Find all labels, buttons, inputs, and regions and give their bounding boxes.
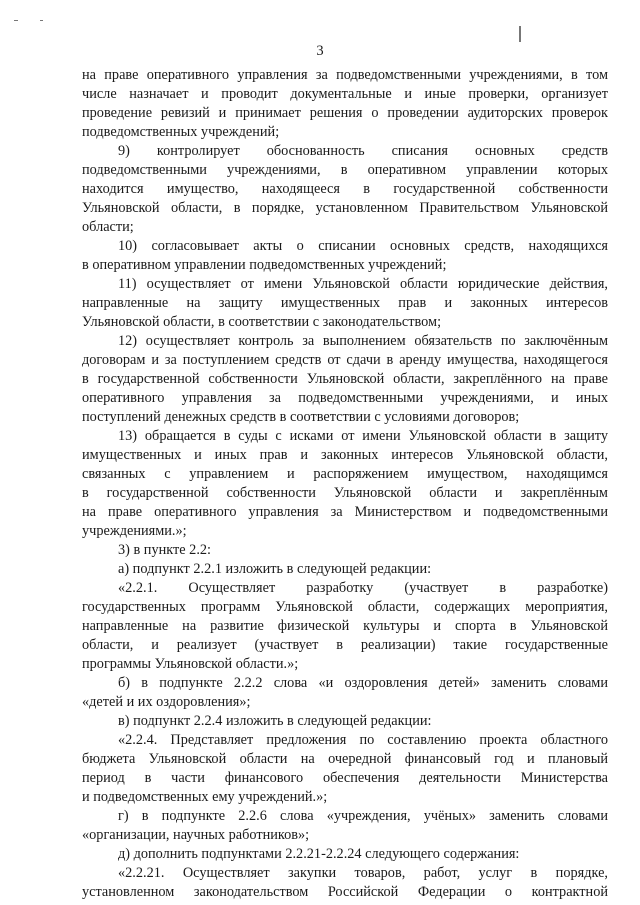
text-line: на праве оперативного управления за подведомственными учреждениями, в том <box>82 67 608 83</box>
text-line: период в части финансового обеспечения деятельности Министерства <box>82 770 608 786</box>
text-line: 9) контролирует обоснованность списания основных средств <box>118 143 608 159</box>
text-line: связанных с управлением и распоряжением имуществом, находящимся <box>82 466 608 482</box>
text-line: «детей и их оздоровления»; <box>82 694 251 710</box>
text-line: поступлений денежных средств в соответствии с условиями договоров; <box>82 409 520 425</box>
text-line: направленные на защиту имущественных прав и законных интересов <box>82 295 608 311</box>
text-line: в государственной собственности Ульяновской области, закреплённого на праве <box>82 371 608 387</box>
text-line: области, и реализует (участвует в реализации) такие государственные <box>82 637 608 653</box>
text-line: «организации, научных работников»; <box>82 827 310 843</box>
text-line: проведение ревизий и принимает решения о проведении аудиторских проверок <box>82 105 608 121</box>
text-line: «2.2.1. Осуществляет разработку (участвует в разработке) <box>118 580 608 596</box>
text-line: находится имущество, находящееся в государственной собственности <box>82 181 608 197</box>
text-line: Ульяновской области, в соответствии с законодательством; <box>82 314 442 330</box>
text-line: в государственной собственности Ульяновской области и закреплённым <box>82 485 608 501</box>
text-line: в оперативном управлении подведомственных учреждений; <box>82 257 447 273</box>
text-line: Ульяновской области, в порядке, установленном Правительством Ульяновской <box>82 200 608 216</box>
text-line: договорам и за поступлением средств от сдачи в аренду имущества, находящегося <box>82 352 608 368</box>
text-line: в) подпункт 2.2.4 изложить в следующей редакции: <box>118 713 432 729</box>
text-line: д) дополнить подпунктами 2.2.21-2.2.24 следующего содержания: <box>118 846 520 862</box>
page-number: 3 <box>316 43 324 59</box>
scan-mark <box>519 26 521 42</box>
text-line: имущественных и иных прав и законных интересов Ульяновской области, <box>82 447 608 463</box>
text-line: 13) обращается в суды с исками от имени Ульяновской области в защиту <box>118 428 608 444</box>
text-line: государственных программ Ульяновской области, содержащих мероприятия, <box>82 599 608 615</box>
text-line: 3) в пункте 2.2: <box>118 542 212 558</box>
text-line: подведомственными учреждениями, в оперативном управлении которых <box>82 162 608 178</box>
text-line: 12) осуществляет контроль за выполнением обязательств по заключённым <box>118 333 608 349</box>
text-line: подведомственных учреждений; <box>82 124 280 140</box>
text-line: учреждениями.»; <box>82 523 187 539</box>
text-line: области; <box>82 219 134 235</box>
text-line: 11) осуществляет от имени Ульяновской области юридические действия, <box>118 276 608 292</box>
text-line: б) в подпункте 2.2.2 слова «и оздоровления детей» заменить словами <box>118 675 608 691</box>
text-line: числе назначает и проводит документальные и иные проверки, организует <box>82 86 608 102</box>
text-line: направленные на развитие физической культуры и спорта в Ульяновской <box>82 618 608 634</box>
text-line: установленном законодательством Российской Федерации о контрактной <box>82 884 608 900</box>
scan-mark <box>40 20 43 21</box>
text-line: бюджета Ульяновской области на очередной финансовый год и плановый <box>82 751 608 767</box>
text-line: 10) согласовывает акты о списании основных средств, находящихся <box>118 238 608 254</box>
text-line: а) подпункт 2.2.1 изложить в следующей редакции: <box>118 561 432 577</box>
text-line: на праве оперативного управления за Министерством и подведомственными <box>82 504 608 520</box>
text-line: и подведомственных ему учреждений.»; <box>82 789 328 805</box>
text-line: программы Ульяновской области.»; <box>82 656 299 672</box>
scan-mark <box>14 20 18 21</box>
text-line: г) в подпункте 2.2.6 слова «учреждения, учёных» заменить словами <box>118 808 608 824</box>
text-line: оперативного управления за подведомственными учреждениями, и иных <box>82 390 608 406</box>
text-line: «2.2.21. Осуществляет закупки товаров, работ, услуг в порядке, <box>118 865 608 881</box>
text-line: «2.2.4. Представляет предложения по составлению проекта областного <box>118 732 608 748</box>
